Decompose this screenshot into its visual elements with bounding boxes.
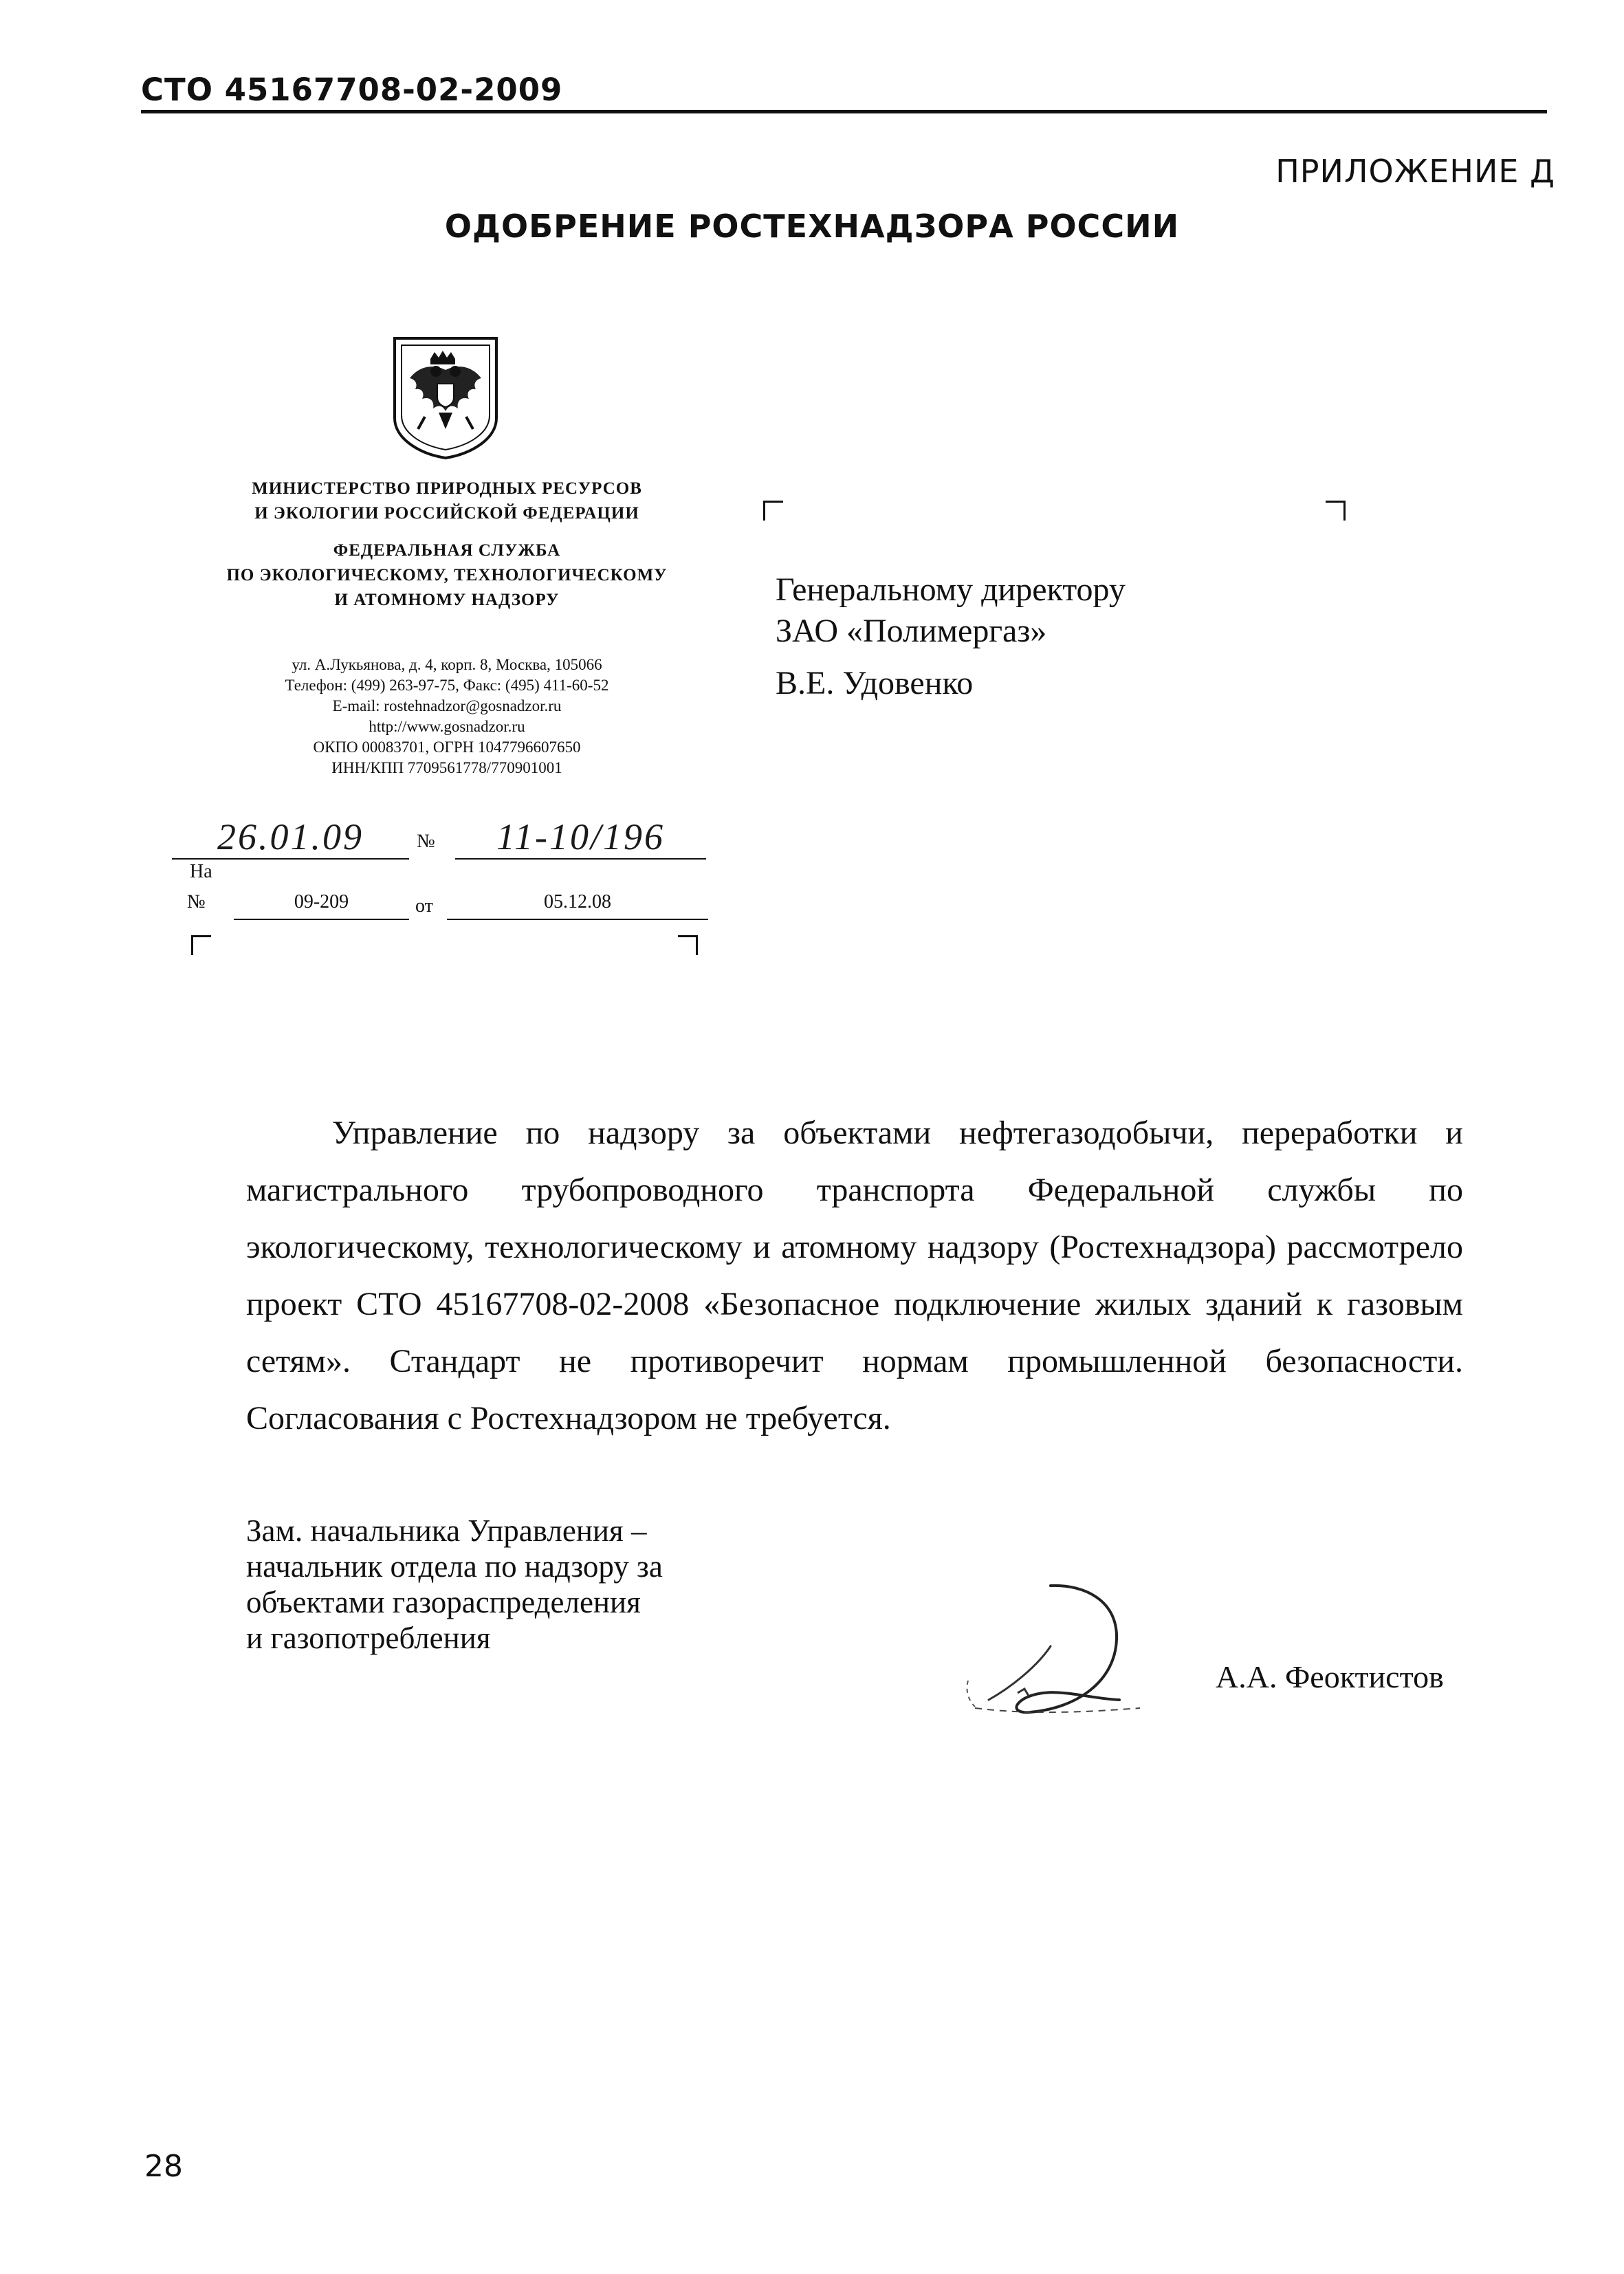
signatory-line: и газопотребления — [246, 1621, 491, 1655]
service-line: ПО ЭКОЛОГИЧЕСКОМУ, ТЕХНОЛОГИЧЕСКОМУ — [226, 566, 668, 584]
inn-text: ИНН/КПП 7709561778/770901001 — [331, 759, 562, 776]
corner-mark — [763, 501, 783, 521]
ministry-line: И ЭКОЛОГИИ РОССИЙСКОЙ ФЕДЕРАЦИИ — [254, 504, 639, 523]
outgoing-number-handwritten: 11-10/196 — [455, 816, 706, 860]
ministry-name — [193, 477, 701, 526]
service-line: И АТОМНОМУ НАДЗОРУ — [334, 591, 560, 609]
ministry-line: МИНИСТЕРСТВО ПРИРОДНЫХ РЕСУРСОВ — [252, 479, 642, 498]
signatory-line: объектами газораспределения — [246, 1585, 641, 1619]
ref-date-value: 05.12.08 — [447, 891, 708, 920]
addressee-position: Генеральному директору — [776, 571, 1126, 608]
document-code: СТО 45167708-02-2009 — [141, 72, 563, 108]
corner-mark — [1326, 501, 1346, 521]
header-rule — [141, 110, 1547, 113]
appendix-label: ПРИЛОЖЕНИЕ Д — [1275, 153, 1555, 190]
na-label: На — [190, 861, 212, 882]
phone-text: Телефон: (499) 263-97-75, Факс: (495) 411-60-52 — [285, 677, 609, 694]
address-text: ул. А.Лукьянова, д. 4, корп. 8, Москва, 105066 — [292, 656, 602, 673]
addressee-name: В.Е. Удовенко — [776, 665, 974, 701]
signatory-line: начальник отдела по надзору за — [246, 1549, 663, 1584]
page-title: ОДОБРЕНИЕ РОСТЕХНАДЗОРА РОССИИ — [444, 208, 1180, 245]
okpo-text: ОКПО 00083701, ОГРН 1047796607650 — [313, 739, 581, 756]
website-text: http://www.gosnadzor.ru — [369, 718, 525, 735]
service-line: ФЕДЕРАЛЬНАЯ СЛУЖБА — [333, 541, 561, 560]
number-label: № — [417, 831, 435, 852]
coat-of-arms-emblem — [391, 336, 501, 461]
ref-number-value: 09-209 — [234, 891, 409, 920]
page-number: 28 — [144, 2149, 183, 2184]
corner-mark — [191, 935, 211, 955]
ot-label: от — [415, 895, 433, 917]
letter-body: Управление по надзору за объектами нефтегазодобычи, переработки и магистрального трубопроводного транспорта Федеральной службы по экологическому, технологическому и атомному надзору (Ростехнадзора) рассмотрело проект СТО 45167708-02-2008 «Безопасное подключение жилых зданий к газовым сетям». Стандарт не противоречит нормам промышленной безопасности. Согласования с Ростехнадзором не требуется. — [246, 1115, 1463, 1436]
handwritten-signature — [947, 1577, 1154, 1729]
signatory-position — [246, 1513, 663, 1656]
email-text: E-mail: rostehnadzor@gosnadzor.ru — [332, 697, 562, 714]
outgoing-date-handwritten: 26.01.09 — [172, 816, 409, 860]
service-name — [193, 538, 701, 613]
signatory-name: А.А. Феоктистов — [1216, 1659, 1444, 1694]
addressee-company: ЗАО «Полимергаз» — [776, 613, 1047, 649]
ref-number-label: № — [187, 891, 206, 912]
corner-mark — [678, 935, 698, 955]
signatory-line: Зам. начальника Управления – — [246, 1513, 647, 1548]
letterhead-contacts — [193, 655, 701, 778]
